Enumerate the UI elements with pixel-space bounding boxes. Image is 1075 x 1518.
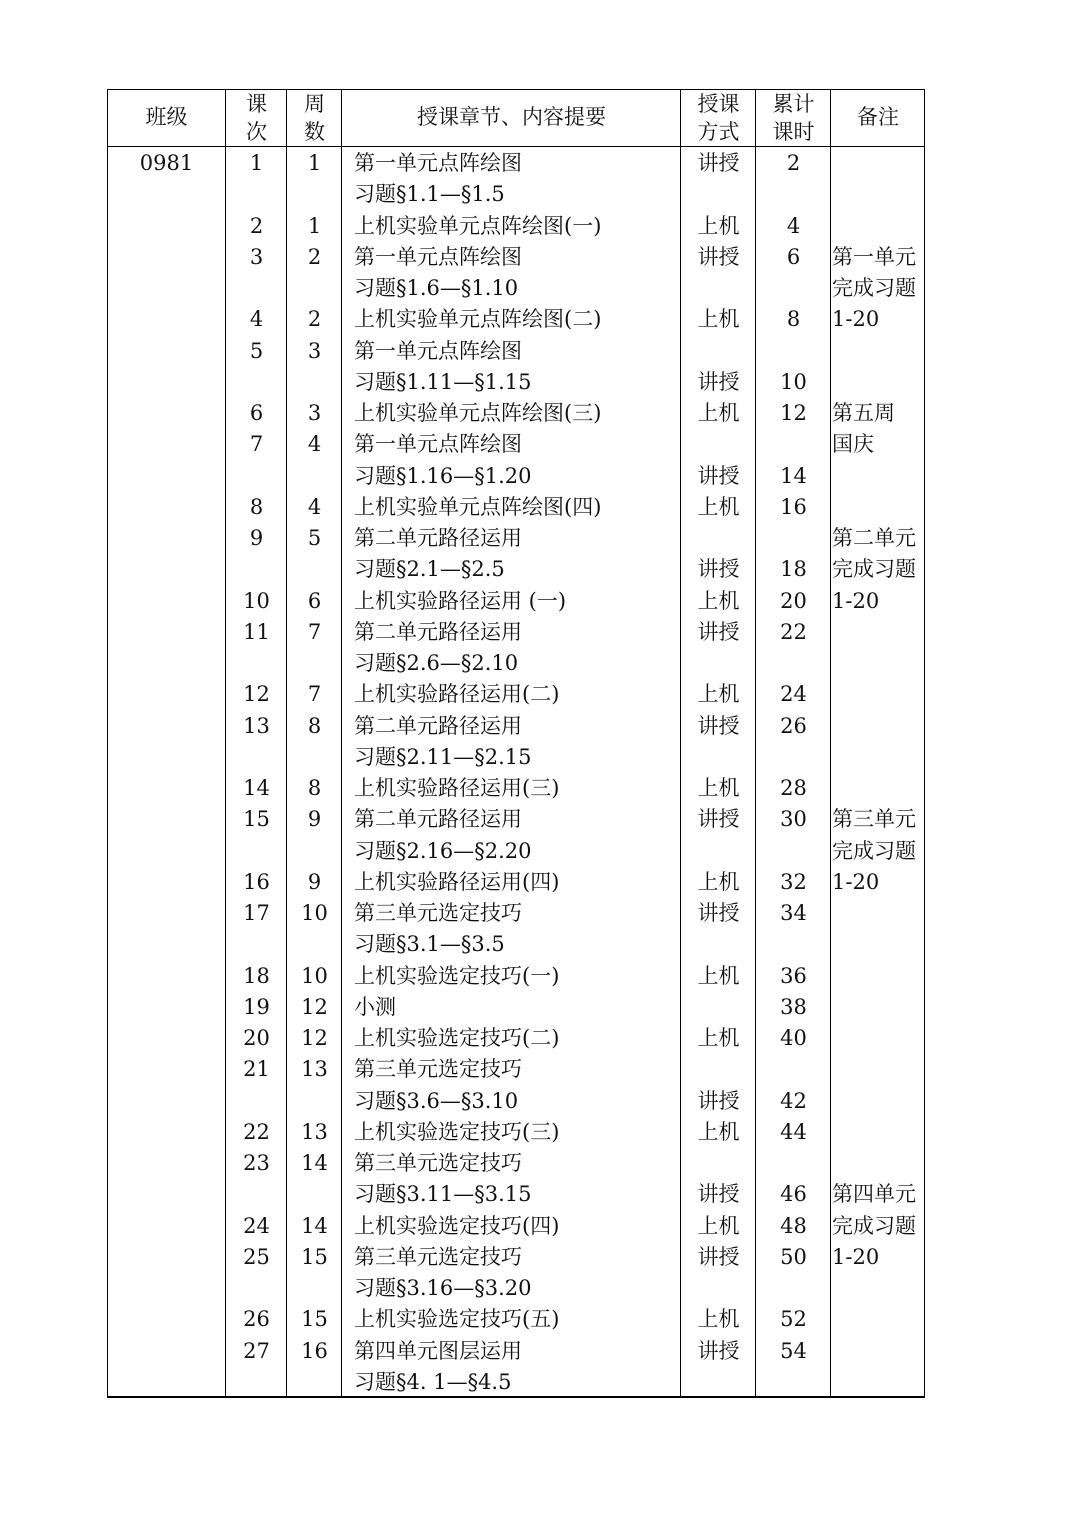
method-cell: 上机 — [697, 1119, 740, 1144]
method-cell: 讲授 — [697, 1338, 740, 1363]
content-cell: 第二单元路径运用 — [354, 807, 522, 832]
hours-cell: 10 — [780, 369, 807, 394]
lesson-number-cell: 20 — [243, 1026, 270, 1050]
content-cell: 上机实验路径运用(二) — [354, 682, 560, 707]
method-cell: 讲授 — [697, 619, 740, 644]
lesson-number-cell: 7 — [249, 432, 264, 457]
schedule-table — [107, 89, 925, 1398]
lesson-number-cell: 23 — [243, 1151, 270, 1175]
lesson-number-cell: 6 — [249, 401, 264, 425]
method-cell: 讲授 — [697, 901, 740, 925]
week-number-cell: 12 — [301, 994, 328, 1019]
week-number-cell: 15 — [301, 1307, 328, 1332]
week-number-cell: 4 — [307, 494, 322, 519]
lesson-number-cell: 19 — [243, 994, 270, 1019]
lesson-number-cell: 9 — [249, 526, 264, 550]
week-number-cell: 9 — [307, 807, 322, 832]
content-cell: 上机实验单元点阵绘图(二) — [354, 307, 602, 332]
content-cell: 上机实验选定技巧(五) — [354, 1307, 560, 1332]
week-number-cell: 10 — [301, 901, 328, 925]
content-cell: 第二单元路径运用 — [354, 713, 522, 738]
content-cell: 第一单元点阵绘图 — [354, 244, 522, 269]
content-cell: 上机实验单元点阵绘图(一) — [354, 213, 602, 238]
hours-cell: 16 — [780, 494, 807, 519]
lesson-number-cell: 13 — [243, 713, 270, 738]
col-border-week — [341, 89, 342, 1398]
hours-cell: 38 — [780, 994, 807, 1019]
week-number-cell: 8 — [307, 776, 322, 800]
method-cell: 讲授 — [697, 807, 740, 832]
hours-cell: 40 — [780, 1026, 807, 1050]
content-cell: 第二单元路径运用 — [354, 619, 522, 644]
week-number-cell: 5 — [307, 526, 322, 550]
content-cell: 第一单元点阵绘图 — [354, 432, 522, 457]
hours-cell: 48 — [780, 1213, 807, 1238]
content-cell: 第三单元选定技巧 — [354, 1244, 522, 1269]
content-cell: 上机实验选定技巧(二) — [354, 1026, 560, 1050]
hours-cell: 6 — [786, 244, 801, 269]
hours-cell: 52 — [780, 1307, 807, 1332]
lesson-number-cell: 8 — [249, 494, 264, 519]
content-cell: 习题§3.16—§3.20 — [354, 1276, 532, 1300]
lesson-number-cell: 3 — [249, 244, 264, 269]
week-number-cell: 6 — [307, 588, 322, 613]
lesson-number-cell: 11 — [243, 619, 270, 644]
method-cell: 上机 — [697, 307, 740, 332]
lesson-number-cell: 1 — [249, 151, 264, 175]
note-cell: 完成习题 — [832, 276, 916, 300]
method-cell: 上机 — [697, 401, 740, 425]
method-cell: 讲授 — [697, 244, 740, 269]
hours-cell: 50 — [780, 1244, 807, 1269]
method-cell: 上机 — [697, 213, 740, 238]
content-cell: 第三单元选定技巧 — [354, 1151, 522, 1175]
week-number-cell: 14 — [301, 1213, 328, 1238]
content-cell: 习题§2.16—§2.20 — [354, 838, 532, 863]
week-number-cell: 13 — [301, 1057, 328, 1082]
method-cell: 上机 — [697, 1213, 740, 1238]
content-cell: 上机实验选定技巧(四) — [354, 1213, 560, 1238]
class-cell: 0981 — [139, 151, 194, 175]
method-cell: 上机 — [697, 682, 740, 707]
header-divider — [107, 146, 925, 147]
week-number-cell: 14 — [301, 1151, 328, 1175]
week-number-cell: 3 — [307, 338, 322, 363]
note-cell: 国庆 — [832, 432, 874, 457]
week-number-cell: 7 — [307, 619, 322, 644]
hours-cell: 8 — [786, 307, 801, 332]
hours-cell: 46 — [780, 1182, 807, 1207]
note-cell: 1-20 — [832, 1244, 880, 1269]
hours-cell: 30 — [780, 807, 807, 832]
note-cell: 第五周 — [832, 401, 895, 425]
week-number-cell: 16 — [301, 1338, 328, 1363]
week-number-cell: 9 — [307, 869, 322, 894]
week-number-cell: 1 — [307, 151, 322, 175]
content-cell: 习题§1.11—§1.15 — [354, 369, 532, 394]
lesson-number-cell: 12 — [243, 682, 270, 707]
hours-cell: 18 — [780, 557, 807, 582]
content-cell: 习题§2.6—§2.10 — [354, 651, 519, 675]
col-border-class — [225, 89, 226, 1398]
week-number-cell: 1 — [307, 213, 322, 238]
hours-cell: 32 — [780, 869, 807, 894]
header-lesson-line1: 课 — [246, 92, 267, 116]
lesson-number-cell: 26 — [243, 1307, 270, 1332]
method-cell: 讲授 — [697, 1182, 740, 1207]
hours-cell: 4 — [786, 213, 801, 238]
content-cell: 上机实验路径运用(三) — [354, 776, 560, 800]
content-cell: 第一单元点阵绘图 — [354, 338, 522, 363]
hours-cell: 22 — [780, 619, 807, 644]
col-border-left — [107, 89, 108, 1398]
hours-cell: 36 — [780, 963, 807, 988]
note-cell: 完成习题 — [832, 1213, 916, 1238]
method-cell: 上机 — [697, 776, 740, 800]
method-cell: 讲授 — [697, 713, 740, 738]
content-cell: 上机实验路径运用(四) — [354, 869, 560, 894]
week-number-cell: 10 — [301, 963, 328, 988]
header-lesson-line2: 次 — [246, 120, 267, 144]
lesson-number-cell: 4 — [249, 307, 264, 332]
hours-cell: 44 — [780, 1119, 807, 1144]
week-number-cell: 12 — [301, 1026, 328, 1050]
hours-cell: 14 — [780, 463, 807, 488]
note-cell: 1-20 — [832, 869, 880, 894]
lesson-number-cell: 5 — [249, 338, 264, 363]
note-cell: 1-20 — [832, 588, 880, 613]
method-cell: 讲授 — [697, 1088, 740, 1113]
lesson-number-cell: 24 — [243, 1213, 270, 1238]
hours-cell: 26 — [780, 713, 807, 738]
hours-cell: 12 — [780, 401, 807, 425]
week-number-cell: 7 — [307, 682, 322, 707]
method-cell: 讲授 — [697, 1244, 740, 1269]
lesson-number-cell: 25 — [243, 1244, 270, 1269]
header-class: 班级 — [145, 105, 188, 129]
content-cell: 第四单元图层运用 — [354, 1338, 522, 1363]
method-cell: 上机 — [697, 963, 740, 988]
week-number-cell: 3 — [307, 401, 322, 425]
lesson-number-cell: 18 — [243, 963, 270, 988]
header-hours — [756, 90, 831, 146]
lesson-number-cell: 14 — [243, 776, 270, 800]
method-cell: 上机 — [697, 494, 740, 519]
header-content: 授课章节、内容提要 — [417, 105, 606, 129]
content-cell: 习题§2.11—§2.15 — [354, 744, 532, 769]
content-cell: 习题§4. 1—§4.5 — [354, 1369, 512, 1394]
content-cell: 上机实验单元点阵绘图(三) — [354, 401, 602, 425]
content-cell: 习题§1.16—§1.20 — [354, 463, 532, 488]
note-cell: 第四单元 — [832, 1182, 916, 1207]
week-number-cell: 2 — [307, 244, 322, 269]
method-cell: 讲授 — [697, 463, 740, 488]
method-cell: 上机 — [697, 1307, 740, 1332]
lesson-number-cell: 17 — [243, 901, 270, 925]
lesson-number-cell: 27 — [243, 1338, 270, 1363]
hours-cell: 34 — [780, 901, 807, 925]
lesson-number-cell: 15 — [243, 807, 270, 832]
lesson-number-cell: 2 — [249, 213, 264, 238]
content-cell: 第三单元选定技巧 — [354, 901, 522, 925]
week-number-cell: 2 — [307, 307, 322, 332]
content-cell: 习题§3.11—§3.15 — [354, 1182, 532, 1207]
header-method-line2: 方式 — [697, 120, 740, 144]
note-cell: 第一单元 — [832, 244, 916, 269]
method-cell: 上机 — [697, 1026, 740, 1050]
content-cell: 第二单元路径运用 — [354, 526, 522, 550]
week-number-cell: 8 — [307, 713, 322, 738]
hours-cell: 20 — [780, 588, 807, 613]
note-cell: 完成习题 — [832, 838, 916, 863]
content-cell: 第一单元点阵绘图 — [354, 151, 522, 175]
header-hours-line1: 累计 — [772, 92, 815, 116]
content-cell: 上机实验选定技巧(三) — [354, 1119, 560, 1144]
note-cell: 完成习题 — [832, 557, 916, 582]
content-cell: 第三单元选定技巧 — [354, 1057, 522, 1082]
header-week-line1: 周 — [304, 92, 325, 116]
col-border-right — [924, 89, 925, 1398]
method-cell: 上机 — [697, 869, 740, 894]
content-cell: 习题§3.6—§3.10 — [354, 1088, 519, 1113]
hours-cell: 28 — [780, 776, 807, 800]
hours-cell: 24 — [780, 682, 807, 707]
header-method — [681, 90, 756, 146]
content-cell: 小测 — [354, 994, 396, 1019]
week-number-cell: 15 — [301, 1244, 328, 1269]
lesson-number-cell: 16 — [243, 869, 270, 894]
content-cell: 习题§1.6—§1.10 — [354, 276, 519, 300]
header-lesson — [226, 90, 287, 146]
week-number-cell: 13 — [301, 1119, 328, 1144]
hours-cell: 54 — [780, 1338, 807, 1363]
content-cell: 习题§3.1—§3.5 — [354, 932, 505, 957]
method-cell: 上机 — [697, 588, 740, 613]
content-cell: 上机实验单元点阵绘图(四) — [354, 494, 602, 519]
method-cell: 讲授 — [697, 557, 740, 582]
lesson-number-cell: 10 — [243, 588, 270, 613]
header-method-line1: 授课 — [697, 92, 740, 116]
hours-cell: 42 — [780, 1088, 807, 1113]
note-cell: 第三单元 — [832, 807, 916, 832]
content-cell: 上机实验路径运用 (一) — [354, 588, 567, 613]
method-cell: 讲授 — [697, 151, 740, 175]
hours-cell: 2 — [786, 151, 801, 175]
note-cell: 第二单元 — [832, 526, 916, 550]
content-cell: 习题§1.1—§1.5 — [354, 182, 505, 207]
lesson-number-cell: 21 — [243, 1057, 270, 1082]
header-week — [287, 90, 342, 146]
col-border-lesson — [286, 89, 287, 1398]
header-hours-line2: 课时 — [772, 120, 815, 144]
header-week-line2: 数 — [304, 120, 325, 144]
content-cell: 习题§2.1—§2.5 — [354, 557, 505, 582]
header-note: 备注 — [857, 105, 899, 129]
content-cell: 上机实验选定技巧(一) — [354, 963, 560, 988]
lesson-number-cell: 22 — [243, 1119, 270, 1144]
note-cell: 1-20 — [832, 307, 880, 332]
method-cell: 讲授 — [697, 369, 740, 394]
week-number-cell: 4 — [307, 432, 322, 457]
